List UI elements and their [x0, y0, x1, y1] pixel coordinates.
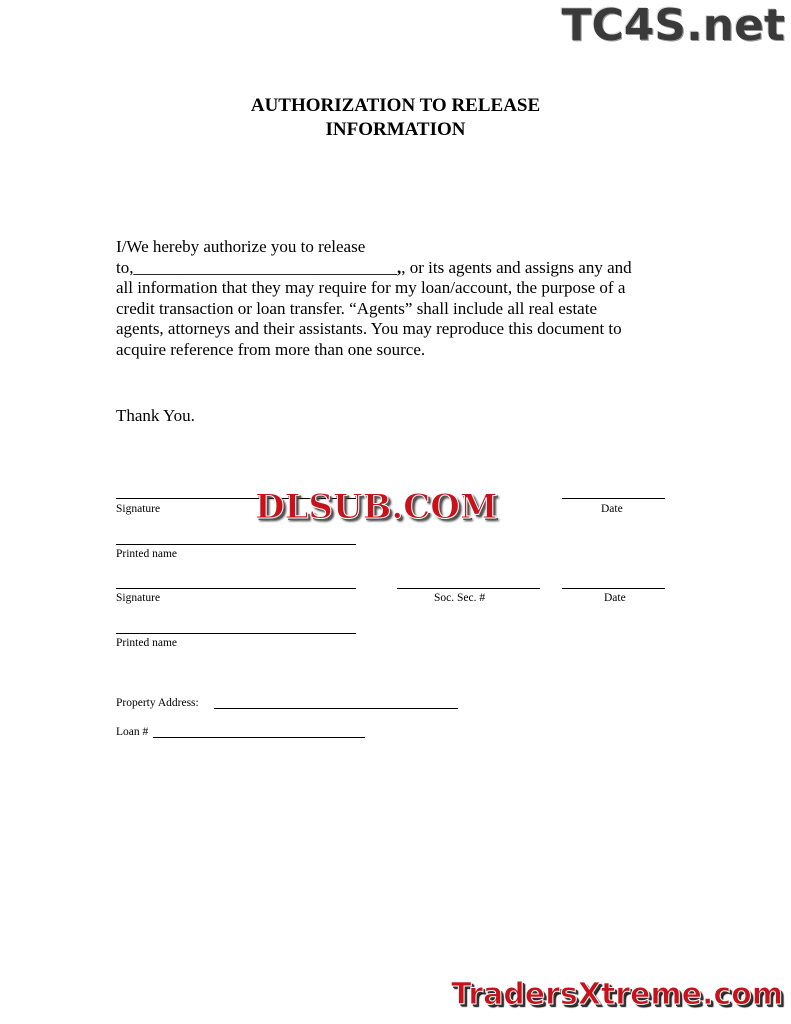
authorization-paragraph [116, 237, 716, 360]
recipient-comma: , [396, 257, 402, 277]
paragraph-line-2-rest: , or its agents and assigns any and [401, 257, 632, 277]
ssn-line[interactable] [397, 588, 540, 589]
tc4s-watermark: TC4S.net [561, 0, 785, 51]
printed-name-label-1: Printed name [116, 548, 177, 560]
signature-label-2: Signature [116, 592, 161, 604]
document-title-line1: AUTHORIZATION TO RELEASE [250, 95, 541, 116]
printed-name-label-2: Printed name [116, 637, 177, 649]
printed-name-line-2[interactable] [116, 633, 356, 634]
paragraph-line-3: all information that they may require for my loan/account, the purpose of a [116, 278, 626, 297]
paragraph-line-4: credit transaction or loan transfer. “Agents” shall include all real estate [116, 298, 597, 318]
printed-name-line-1[interactable] [116, 544, 356, 545]
paragraph-line-6: acquire reference from more than one source. [116, 339, 426, 359]
dlsub-watermark: DLSUB.COM [255, 487, 498, 527]
date-label-1: Date [601, 503, 623, 515]
paragraph-line-1: I/We hereby authorize you to release [116, 237, 366, 256]
property-address-label: Property Address: [116, 697, 199, 709]
date-line-1[interactable] [562, 498, 665, 499]
closing-text: Thank You. [116, 406, 195, 425]
paragraph-to: to, [116, 257, 134, 277]
tradersxtreme-watermark: TradersXtreme.com [451, 977, 783, 1012]
signature-label-1: Signature [116, 503, 161, 515]
document-title-line2: INFORMATION [325, 119, 466, 140]
loan-number-label: Loan # [116, 726, 149, 738]
signature-line-2[interactable] [116, 588, 356, 589]
property-address-line[interactable] [214, 708, 458, 709]
date-line-2[interactable] [562, 588, 665, 589]
paragraph-line-5: agents, attorneys and their assistants. You may reproduce this document to [116, 319, 622, 338]
loan-number-line[interactable] [153, 737, 365, 738]
recipient-blank[interactable]: _______________________________ [133, 257, 397, 277]
ssn-label: Soc. Sec. # [434, 592, 486, 604]
paragraph-line-2 [116, 258, 716, 279]
date-label-2: Date [604, 592, 626, 604]
